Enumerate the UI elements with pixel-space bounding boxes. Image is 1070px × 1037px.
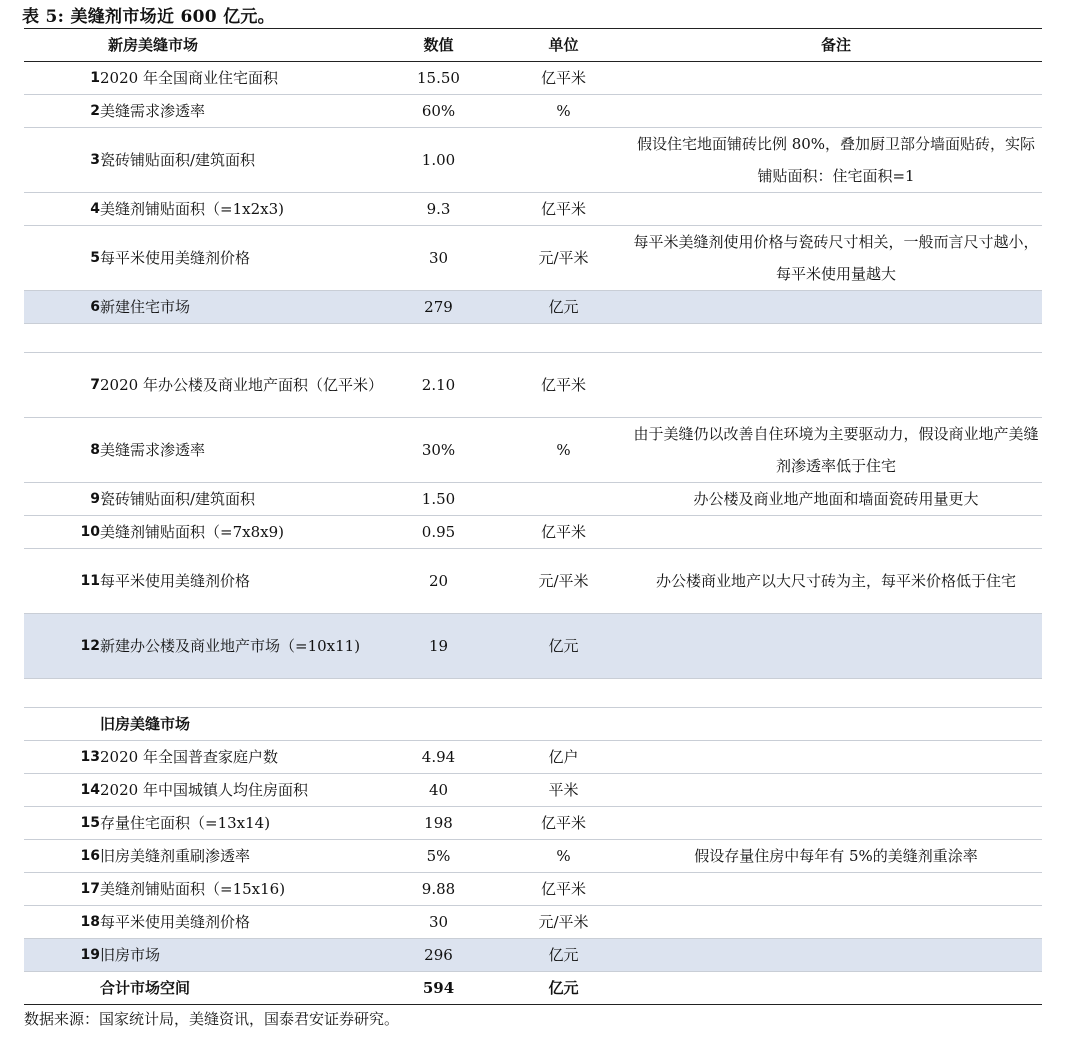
row-number: 8 xyxy=(24,418,100,483)
table-row xyxy=(24,807,1042,840)
source-note: 数据来源：国家统计局，美缝资讯，国泰君安证券研究。 xyxy=(24,1010,400,1028)
row-unit: 亿平米 xyxy=(497,193,630,226)
row-item: 瓷砖铺贴面积/建筑面积 xyxy=(100,128,380,193)
row-item: 新建办公楼及商业地产市场（=10x11) xyxy=(100,614,380,679)
row-item: 美缝剂铺贴面积（=7x8x9) xyxy=(100,516,380,549)
row-unit: % xyxy=(497,418,630,483)
row-note: 每平米美缝剂使用价格与瓷砖尺寸相关，一般而言尺寸越小，每平米使用量越大 xyxy=(630,226,1042,291)
section-title: 旧房美缝市场 xyxy=(100,708,380,741)
table-row xyxy=(24,516,1042,549)
row-note xyxy=(630,291,1042,324)
row-item: 旧房美缝剂重刷渗透率 xyxy=(100,840,380,873)
row-unit: 亿平米 xyxy=(497,516,630,549)
row-unit: 平米 xyxy=(497,774,630,807)
row-note xyxy=(630,614,1042,679)
row-note xyxy=(630,62,1042,95)
table-row xyxy=(24,418,1042,483)
table-row xyxy=(24,226,1042,291)
row-unit: 元/平米 xyxy=(497,549,630,614)
spacer-row xyxy=(24,324,1042,353)
row-note xyxy=(630,873,1042,906)
row-number: 4 xyxy=(24,193,100,226)
row-value: 279 xyxy=(380,291,497,324)
row-number: 10 xyxy=(24,516,100,549)
row-value: 19 xyxy=(380,614,497,679)
row-value: 30% xyxy=(380,418,497,483)
row-note xyxy=(630,939,1042,972)
row-item: 美缝需求渗透率 xyxy=(100,95,380,128)
row-note xyxy=(630,95,1042,128)
row-value: 4.94 xyxy=(380,741,497,774)
table-header-row xyxy=(24,29,1042,62)
table-row xyxy=(24,193,1042,226)
table-row xyxy=(24,549,1042,614)
row-note xyxy=(630,353,1042,418)
row-item: 美缝剂铺贴面积（=15x16) xyxy=(100,873,380,906)
row-value: 0.95 xyxy=(380,516,497,549)
row-value: 9.3 xyxy=(380,193,497,226)
row-note: 假设住宅地面铺砖比例 80%，叠加厨卫部分墙面贴砖，实际铺贴面积：住宅面积=1 xyxy=(630,128,1042,193)
header-unit: 单位 xyxy=(497,29,630,62)
row-value: 30 xyxy=(380,226,497,291)
row-value: 9.88 xyxy=(380,873,497,906)
row-value: 198 xyxy=(380,807,497,840)
row-value: 15.50 xyxy=(380,62,497,95)
header-section: 新房美缝市场 xyxy=(100,29,380,62)
row-item: 2020 年办公楼及商业地产面积（亿平米） xyxy=(100,353,380,418)
row-unit: 亿平米 xyxy=(497,807,630,840)
row-note: 办公楼及商业地产地面和墙面瓷砖用量更大 xyxy=(630,483,1042,516)
row-item: 新建住宅市场 xyxy=(100,291,380,324)
table-row xyxy=(24,840,1042,873)
row-unit: 亿平米 xyxy=(497,62,630,95)
row-note xyxy=(630,741,1042,774)
market-size-table xyxy=(24,28,1042,1005)
total-unit: 亿元 xyxy=(497,972,630,1005)
row-note: 由于美缝仍以改善自住环境为主要驱动力，假设商业地产美缝剂渗透率低于住宅 xyxy=(630,418,1042,483)
row-number: 11 xyxy=(24,549,100,614)
row-item: 美缝需求渗透率 xyxy=(100,418,380,483)
row-number: 18 xyxy=(24,906,100,939)
row-value: 2.10 xyxy=(380,353,497,418)
row-number: 6 xyxy=(24,291,100,324)
row-value: 30 xyxy=(380,906,497,939)
table-row xyxy=(24,483,1042,516)
total-value: 594 xyxy=(380,972,497,1005)
row-unit: 亿元 xyxy=(497,291,630,324)
row-note xyxy=(630,807,1042,840)
row-item: 2020 年全国普查家庭户数 xyxy=(100,741,380,774)
table-row xyxy=(24,353,1042,418)
row-unit: 亿户 xyxy=(497,741,630,774)
row-item: 每平米使用美缝剂价格 xyxy=(100,226,380,291)
table-row xyxy=(24,128,1042,193)
row-value: 1.00 xyxy=(380,128,497,193)
row-item: 旧房市场 xyxy=(100,939,380,972)
row-number: 17 xyxy=(24,873,100,906)
row-unit: 亿平米 xyxy=(497,353,630,418)
row-item: 2020 年全国商业住宅面积 xyxy=(100,62,380,95)
row-number: 19 xyxy=(24,939,100,972)
row-number: 15 xyxy=(24,807,100,840)
row-note xyxy=(630,906,1042,939)
row-value: 1.50 xyxy=(380,483,497,516)
subtotal-row xyxy=(24,939,1042,972)
row-value: 60% xyxy=(380,95,497,128)
row-unit: 亿平米 xyxy=(497,873,630,906)
table-title: 表 5: 美缝剂市场近 600 亿元。 xyxy=(22,7,275,27)
row-note: 办公楼商业地产以大尺寸砖为主，每平米价格低于住宅 xyxy=(630,549,1042,614)
row-note xyxy=(630,193,1042,226)
row-unit xyxy=(497,128,630,193)
row-number: 7 xyxy=(24,353,100,418)
row-number: 12 xyxy=(24,614,100,679)
row-value: 40 xyxy=(380,774,497,807)
row-item: 2020 年中国城镇人均住房面积 xyxy=(100,774,380,807)
row-item: 美缝剂铺贴面积（=1x2x3) xyxy=(100,193,380,226)
row-item: 存量住宅面积（=13x14) xyxy=(100,807,380,840)
row-value: 5% xyxy=(380,840,497,873)
row-number: 2 xyxy=(24,95,100,128)
total-row xyxy=(24,972,1042,1005)
row-unit: 亿元 xyxy=(497,939,630,972)
row-unit: 元/平米 xyxy=(497,226,630,291)
header-index xyxy=(24,29,100,62)
row-note xyxy=(630,516,1042,549)
header-note: 备注 xyxy=(630,29,1042,62)
row-note xyxy=(630,774,1042,807)
row-unit: 元/平米 xyxy=(497,906,630,939)
spacer-row xyxy=(24,679,1042,708)
row-number: 3 xyxy=(24,128,100,193)
total-label: 合计市场空间 xyxy=(100,972,380,1005)
row-unit xyxy=(497,483,630,516)
row-number: 16 xyxy=(24,840,100,873)
subtotal-row xyxy=(24,614,1042,679)
section-header-row xyxy=(24,708,1042,741)
table-row xyxy=(24,774,1042,807)
row-item: 每平米使用美缝剂价格 xyxy=(100,549,380,614)
row-number: 14 xyxy=(24,774,100,807)
row-value: 20 xyxy=(380,549,497,614)
row-number: 13 xyxy=(24,741,100,774)
row-item: 瓷砖铺贴面积/建筑面积 xyxy=(100,483,380,516)
table-row xyxy=(24,95,1042,128)
row-value: 296 xyxy=(380,939,497,972)
row-number: 1 xyxy=(24,62,100,95)
row-note: 假设存量住房中每年有 5%的美缝剂重涂率 xyxy=(630,840,1042,873)
row-unit: % xyxy=(497,95,630,128)
table-row xyxy=(24,873,1042,906)
row-unit: 亿元 xyxy=(497,614,630,679)
row-number: 9 xyxy=(24,483,100,516)
table-row xyxy=(24,906,1042,939)
row-number: 5 xyxy=(24,226,100,291)
row-item: 每平米使用美缝剂价格 xyxy=(100,906,380,939)
table-row xyxy=(24,741,1042,774)
row-unit: % xyxy=(497,840,630,873)
table-row xyxy=(24,62,1042,95)
subtotal-row xyxy=(24,291,1042,324)
header-value: 数值 xyxy=(380,29,497,62)
